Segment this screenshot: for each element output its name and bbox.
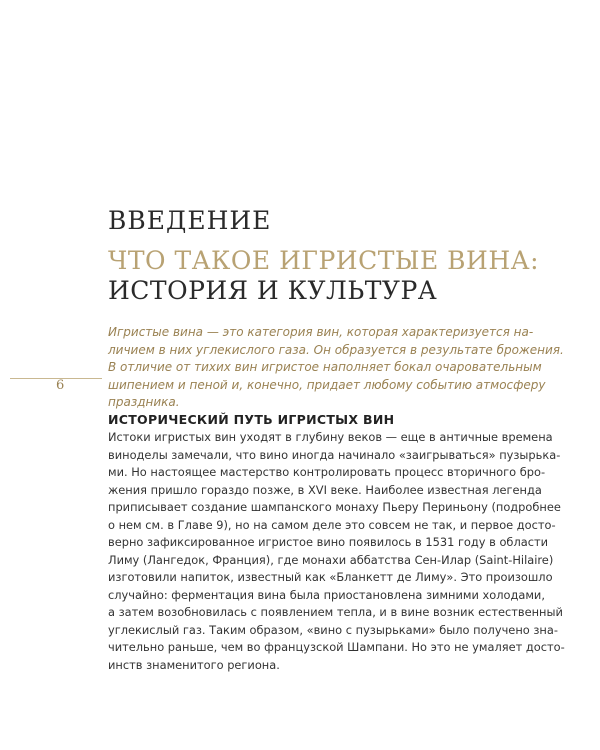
body-line: о нем см. в Главе 9), но на самом деле это совсем не так, и первое досто-: [108, 517, 556, 532]
body-line: изготовили напиток, известный как «Бланкетт де Лиму». Это произошло: [108, 570, 553, 584]
body-line: чительно раньше, чем во французской Шампани. Но это не умаляет досто-: [108, 640, 565, 654]
body-line: случайно: ферментация вина была приостановлена зимними холодами,: [108, 587, 545, 602]
body-line: инств знаменитого региона.: [108, 657, 280, 672]
chapter-label: ВВЕДЕНИЕ: [108, 206, 272, 235]
body-line: приписывает создание шампанского монаху Пьеру Периньону (подробнее: [108, 500, 561, 514]
lead-line: личием в них углекислого газа. Он образуется в результате брожения.: [108, 342, 564, 357]
body-line: углекислый газ. Таким образом, «вино с пузырьками» было получено зна-: [108, 622, 558, 637]
page-number: 6: [56, 378, 65, 393]
body-line: Истоки игристых вин уходят в глубину веков — еще в античные времена: [108, 430, 553, 444]
body-paragraph: [108, 429, 588, 674]
lead-line: Игристые вина — это категория вин, которая характеризуется на-: [108, 325, 534, 339]
section-title: ИСТОРИЧЕСКИЙ ПУТЬ ИГРИСТЫХ ВИН: [108, 412, 395, 427]
body-line: ми. Но настоящее мастерство контролировать процесс вторичного бро-: [108, 465, 546, 479]
body-line: виноделы замечали, что вино иногда начинало «заигрываться» пузырька-: [108, 447, 561, 462]
lead-line: В отличие от тихих вин игристое наполняет бокал очаровательным: [108, 360, 542, 375]
lead-line: праздника.: [108, 395, 180, 410]
chapter-heading: [108, 246, 578, 306]
lead-paragraph: [108, 324, 588, 412]
body-line: а затем возобновилась с появлением тепла, и в вине возник естественный: [108, 605, 563, 619]
body-line: жения пришло гораздо позже, в XVI веке. Наиболее известная легенда: [108, 482, 542, 497]
chapter-heading-line-1: ЧТО ТАКОЕ ИГРИСТЫЕ ВИНА:: [108, 246, 539, 275]
chapter-heading-line-2: ИСТОРИЯ И КУЛЬТУРА: [108, 276, 438, 305]
body-line: верно зафиксированное игристое вино появилось в 1531 году в области: [108, 535, 549, 549]
body-line: Лиму (Лангедок, Франция), где монахи аббатства Сен-Илар (Saint-Hilaire): [108, 552, 554, 567]
lead-line: шипением и пеной и, конечно, придает любому событию атмосферу: [108, 377, 546, 392]
